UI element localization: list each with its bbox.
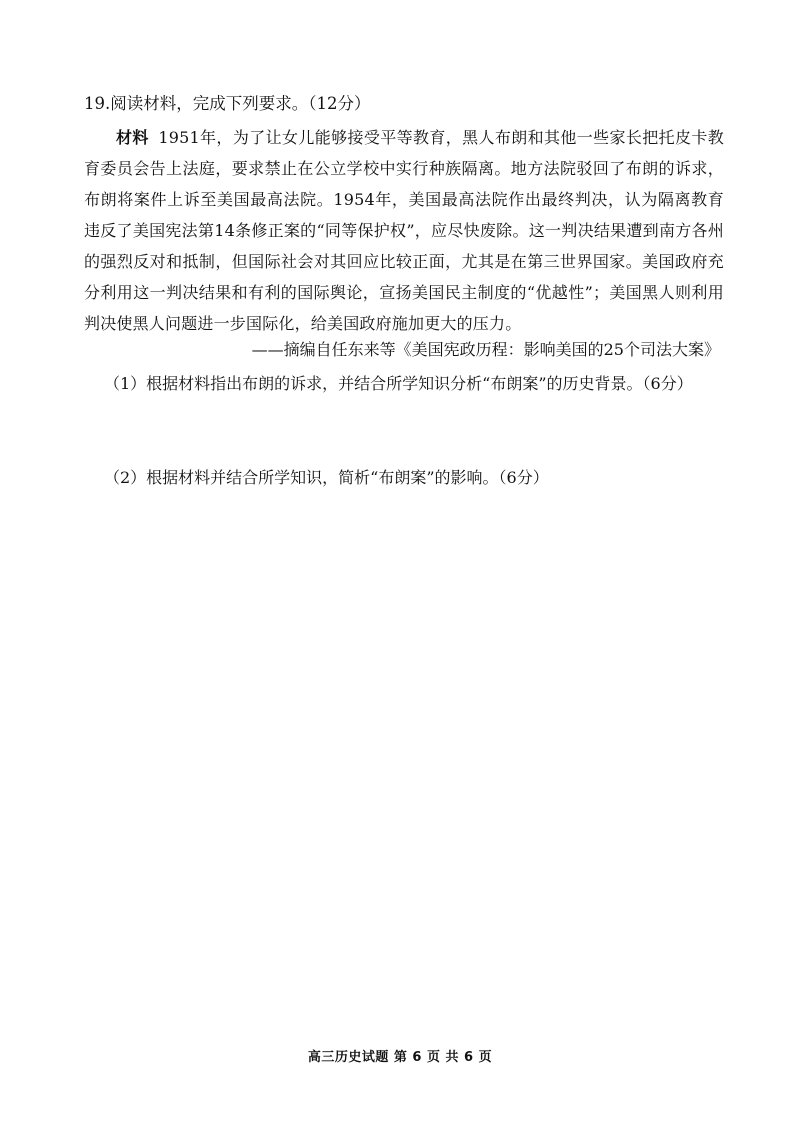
material-paragraph	[84, 122, 724, 339]
sub-question-2: （2）根据材料并结合所学知识，简析“布朗案”的影响。（6分）	[104, 468, 549, 487]
question-title: 19.阅读材料，完成下列要求。（12分）	[84, 94, 371, 113]
sub-question-1: （1）根据材料指出布朗的诉求，并结合所学知识分析“布朗案”的历史背景。（6分）	[104, 374, 693, 393]
material-label: 材料	[116, 128, 149, 147]
material-text: 1951年，为了让女儿能够接受平等教育，黑人布朗和其他一些家长把托皮卡教育委员会告上法庭，要求禁止在公立学校中实行种族隔离。地方法院驳回了布朗的诉求，布朗将案件上诉至美国最高法院。1954年，美国最高法院作出最终判决，认为隔离教育违反了美国宪法第14条修正案的“同等保护权”，应尽快废除。这一判决结果遭到南方各州的强烈反对和抵制，但国际社会对其回应比较正面，尤其是在第三世界国家。美国政府充分利用这一判决结果和有利的国际舆论，宣扬美国民主制度的“优越性”；美国黑人则利用判决使黑人问题进一步国际化，给美国政府施加更大的压力。	[84, 128, 724, 333]
material-source: ——摘编自任东来等《美国宪政历程：影响美国的25个司法大案》	[251, 340, 720, 359]
page-footer: 高三历史试题 第 6 页 共 6 页	[307, 1050, 493, 1065]
